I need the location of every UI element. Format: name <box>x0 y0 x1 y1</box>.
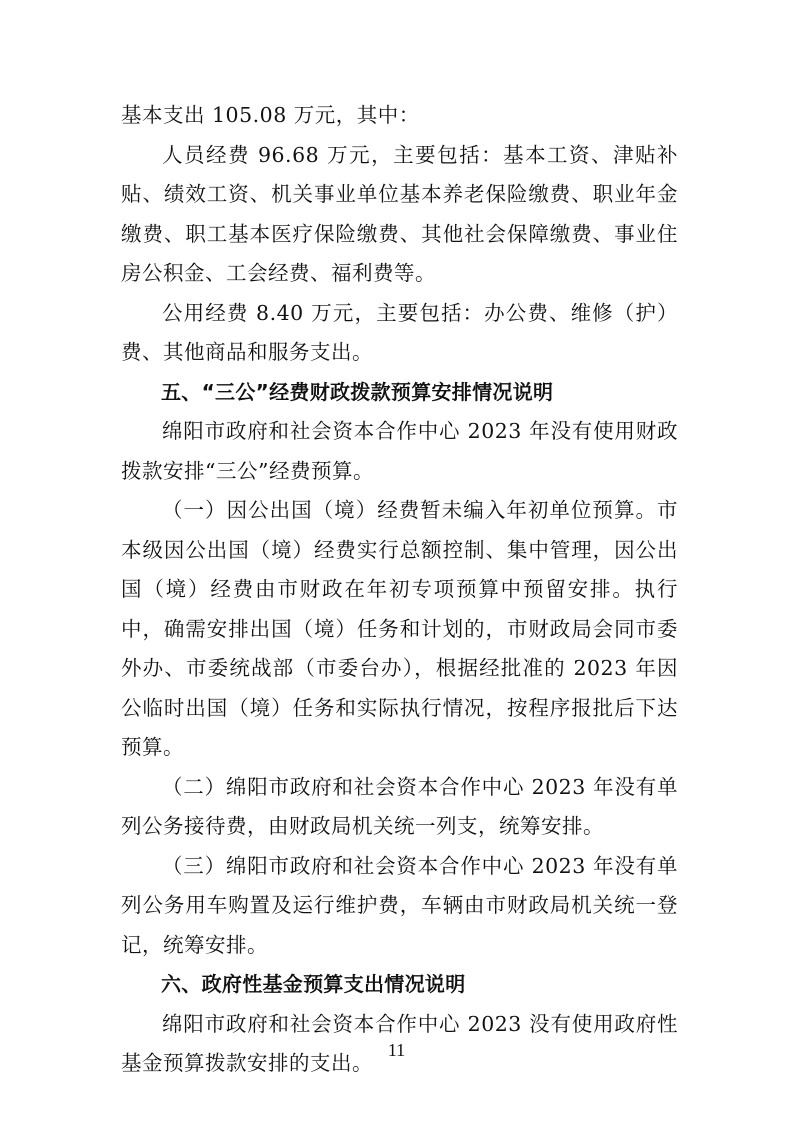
reception-expenses-paragraph: （二）绵阳市政府和社会资本合作中心 2023 年没有单列公务接待费，由财政局机关统一列支，统筹安排。 <box>121 774 678 838</box>
section-five-heading: 五、“三公”经费财政拨款预算安排情况说明 <box>161 379 554 404</box>
personnel-expenses-paragraph: 人员经费 96.68 万元，主要包括：基本工资、津贴补贴、绩效工资、机关事业单位基本养老保险缴费、职业年金缴费、职工基本医疗保险缴费、其他社会保障缴费、事业住房公积金、工会经费、福利费等。 <box>121 142 678 285</box>
section-six-heading: 六、政府性基金预算支出情况说明 <box>161 972 466 996</box>
vehicle-expenses-paragraph: （三）绵阳市政府和社会资本合作中心 2023 年没有单列公务用车购置及运行维护费，车辆由市财政局机关统一登记，统筹安排。 <box>121 853 678 957</box>
basic-expenditure-paragraph: 基本支出 105.08 万元，其中： <box>121 103 420 127</box>
government-fund-paragraph: 绵阳市政府和社会资本合作中心 2023 没有使用政府性基金预算拨款安排的支出。 <box>121 1011 678 1075</box>
three-public-budget-paragraph: 绵阳市政府和社会资本合作中心 2023 年没有使用财政拨款安排“三公”经费预算。 <box>121 419 678 483</box>
document-body <box>121 96 678 1084</box>
public-expenses-paragraph: 公用经费 8.40 万元，主要包括：办公费、维修（护）费、其他商品和服务支出。 <box>121 300 678 364</box>
page-number: 11 <box>387 1040 406 1060</box>
overseas-travel-paragraph: （一）因公出国（境）经费暂未编入年初单位预算。市本级因公出国（境）经费实行总额控制、集中管理，因公出国（境）经费由市财政在年初专项预算中预留安排。执行中，确需安排出国（境）任务和计划的，市财政局会同市委外办、市委统战部（市委台办），根据经批准的 2023 年因公临时出国（境）任务和实际执行情况，按程序报批后下达预算。 <box>121 498 678 759</box>
